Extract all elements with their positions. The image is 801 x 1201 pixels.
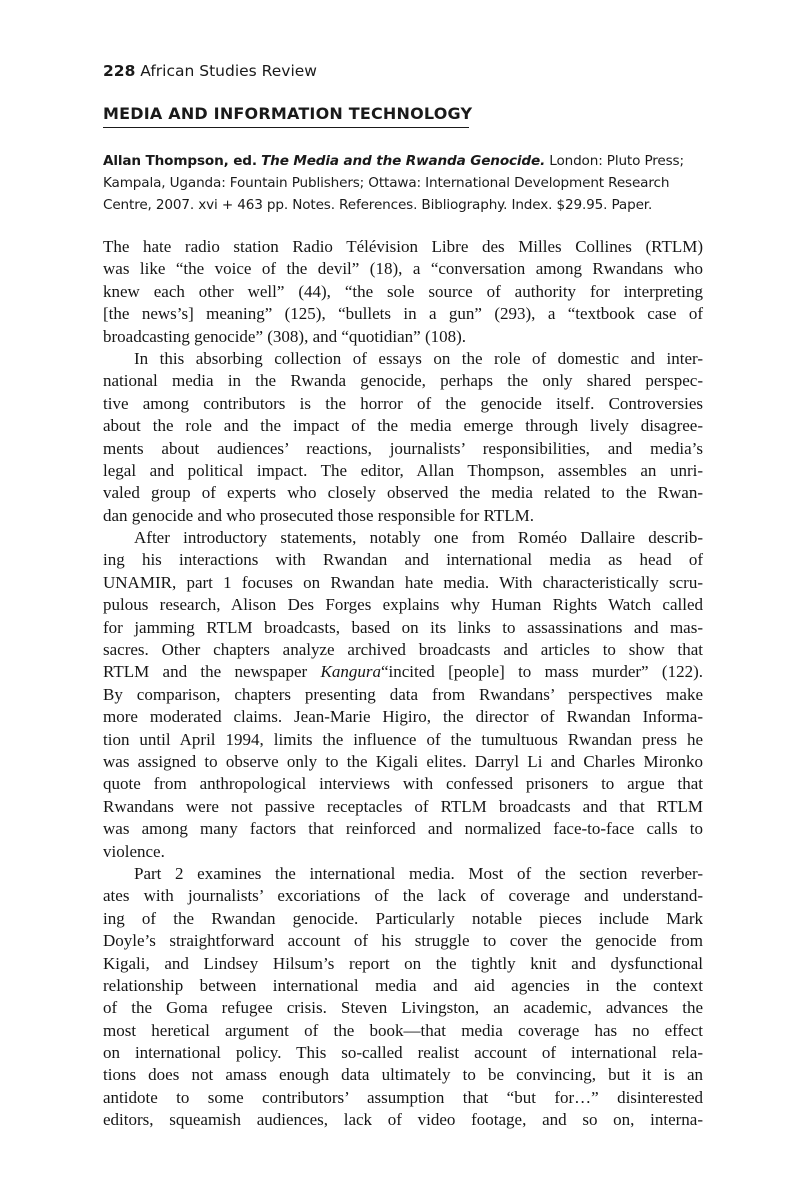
text-line: [the news’s] meaning” (125), “bullets in a gun” (293), a “textbook case of: [103, 304, 703, 324]
paragraph-4: [103, 863, 703, 1132]
text-line: national media in the Rwanda genocide, perhaps the only shared perspec-: [103, 371, 703, 391]
text-line: UNAMIR, part 1 focuses on Rwandan hate media. With characteristically scru-: [103, 572, 703, 592]
text-line: was assigned to observe only to the Kigali elites. Darryl Li and Charles Mironko: [103, 751, 703, 771]
review-body: [103, 236, 703, 1132]
text-line: Kigali, and Lindsey Hilsum’s report on the tightly knit and dysfunctional: [103, 953, 703, 973]
citation-editor: Allan Thompson, ed.: [103, 153, 257, 169]
journal-name: African Studies Review: [140, 62, 317, 80]
text-line: quote from anthropological interviews with confessed prisoners to argue that: [103, 774, 703, 794]
text-line: ates with journalists’ excoriations of the lack of coverage and understand-: [103, 886, 703, 906]
text-line: tions does not amass enough data ultimately to be convincing, but it is an: [103, 1065, 703, 1085]
text-line: broadcasting genocide” (308), and “quotidian” (108).: [103, 326, 467, 346]
text-line: valed group of experts who closely observed the media related to the Rwan-: [103, 483, 703, 503]
newspaper-title-kangura: Kangura: [320, 662, 381, 682]
text-line: of the Goma refugee crisis. Steven Livingston, an academic, advances the: [103, 998, 703, 1018]
text-line: tive among contributors is the horror of the genocide itself. Controversies: [103, 393, 703, 413]
text-line: By comparison, chapters presenting data from Rwandans’ perspectives make: [103, 684, 703, 704]
paragraph-3: [103, 527, 703, 863]
paragraph-1: [103, 236, 703, 348]
text-line: sacres. Other chapters analyze archived broadcasts and articles to show that: [103, 640, 703, 660]
text-line-kangura: [103, 661, 703, 683]
text-line: knew each other well” (44), “the sole source of authority for interpreting: [103, 281, 703, 301]
book-citation: [103, 150, 713, 216]
text-line: more moderated claims. Jean-Marie Higiro, the director of Rwandan Informa-: [103, 707, 703, 727]
text-fragment: “incited [people] to mass murder” (122).: [380, 662, 703, 682]
text-line: ments about audiences’ reactions, journalists’ responsibilities, and media’s: [103, 438, 703, 458]
section-heading: MEDIA AND INFORMATION TECHNOLOGY: [103, 104, 473, 123]
text-line: was like “the voice of the devil” (18), a “conversation among Rwandans who: [103, 259, 703, 279]
text-line: violence.: [103, 841, 165, 861]
citation-publisher-1: London: Pluto Press;: [545, 153, 684, 169]
citation-line-3: Centre, 2007. xvi + 463 pp. Notes. References. Bibliography. Index. $29.95. Paper.: [103, 197, 653, 213]
text-line: pulous research, Alison Des Forges explains why Human Rights Watch called: [103, 595, 703, 615]
text-line: Doyle’s straightforward account of his struggle to cover the genocide from: [103, 931, 703, 951]
text-line: Rwandans were not passive receptacles of RTLM broadcasts and that RTLM: [103, 796, 703, 816]
section-heading-underline: [103, 127, 469, 128]
text-fragment: RTLM and the newspaper: [103, 662, 321, 682]
text-line: legal and political impact. The editor, Allan Thompson, assembles an unri-: [103, 460, 703, 480]
paragraph-2: [103, 348, 703, 527]
text-line: on international policy. This so-called realist account of international rela-: [103, 1043, 703, 1063]
text-line: Part 2 examines the international media. Most of the section reverber-: [134, 863, 703, 883]
text-line: After introductory statements, notably one from Roméo Dallaire describ-: [134, 528, 703, 548]
text-line: tion until April 1994, limits the influence of the tumultuous Rwandan press he: [103, 729, 703, 749]
text-line: about the role and the impact of the media emerge through lively disagree-: [103, 416, 703, 436]
running-head: [103, 62, 317, 80]
text-line: most heretical argument of the book—that media coverage has no effect: [103, 1020, 703, 1040]
text-line: was among many factors that reinforced and normalized face-to-face calls to: [103, 819, 703, 839]
text-line: ing his interactions with Rwandan and international media as head of: [103, 550, 703, 570]
text-line: dan genocide and who prosecuted those responsible for RTLM.: [103, 505, 534, 525]
page-number: 228: [103, 62, 136, 80]
citation-book-title: The Media and the Rwanda Genocide.: [261, 153, 546, 169]
text-line: ing of the Rwandan genocide. Particularly notable pieces include Mark: [103, 908, 703, 928]
text-line: editors, squeamish audiences, lack of video footage, and so on, interna-: [103, 1110, 703, 1130]
text-line: In this absorbing collection of essays on the role of domestic and inter-: [134, 348, 703, 368]
text-line: relationship between international media and aid agencies in the context: [103, 975, 703, 995]
text-line: antidote to some contributors’ assumption that “but for…” disinterested: [103, 1087, 703, 1107]
text-line: The hate radio station Radio Télévision Libre des Milles Collines (RTLM): [103, 237, 703, 256]
citation-line-1: [103, 150, 713, 172]
citation-line-2: Kampala, Uganda: Fountain Publishers; Ottawa: International Development Research: [103, 175, 670, 191]
text-line: for jamming RTLM broadcasts, based on its links to assassinations and mas-: [103, 617, 703, 637]
